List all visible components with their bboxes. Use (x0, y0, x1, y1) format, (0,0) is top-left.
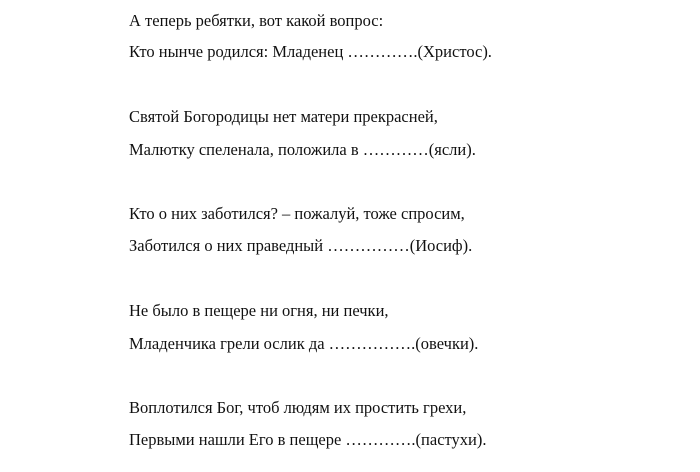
intro-line-2: Кто нынче родился: Младенец ………….(Христос). (129, 42, 492, 61)
stanza-3-line-2: Младенчика грели ослик да …………….(овечки). (129, 334, 479, 353)
stanza-2-line-1: Кто о них заботился? – пожалуй, тоже спросим, (129, 204, 465, 223)
stanza-4-line-1: Воплотился Бог, чтоб людям их простить грехи, (129, 398, 467, 417)
stanza-1-line-2: Малютку спеленала, положила в …………(ясли). (129, 140, 476, 159)
stanza-2-line-2: Заботился о них праведный ……………(Иосиф). (129, 236, 473, 255)
stanza-4-line-2: Первыми нашли Его в пещере ………….(пастухи). (129, 430, 487, 449)
stanza-3-line-1: Не было в пещере ни огня, ни печки, (129, 301, 389, 320)
intro-line-1: А теперь ребятки, вот какой вопрос: (129, 11, 384, 30)
stanza-1-line-1: Святой Богородицы нет матери прекрасней, (129, 107, 438, 126)
